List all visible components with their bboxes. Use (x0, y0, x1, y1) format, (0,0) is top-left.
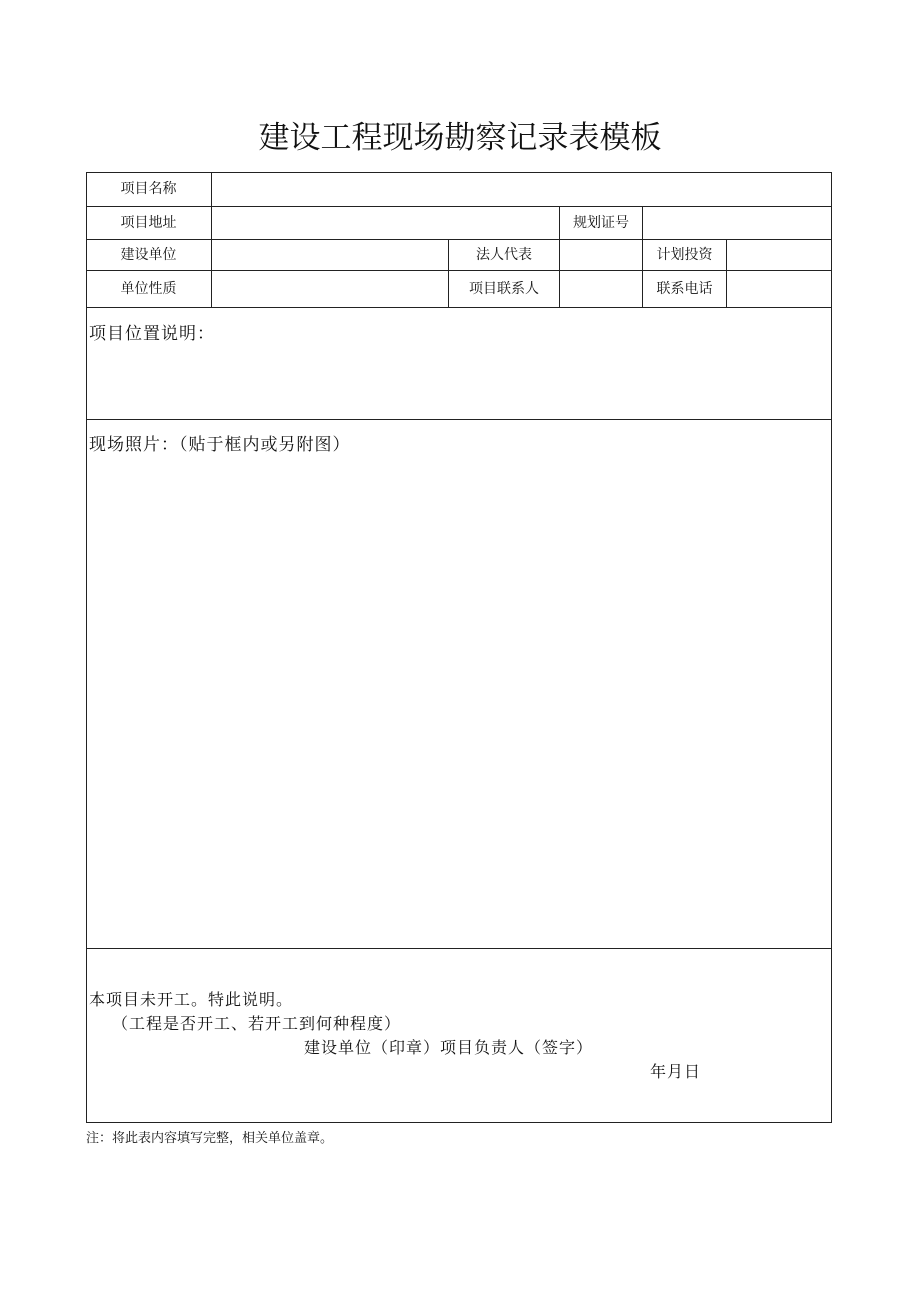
row-divider (86, 239, 832, 240)
contact-phone-label: 联系电话 (656, 281, 713, 297)
location-description-area[interactable] (87, 350, 831, 418)
row-divider (86, 206, 832, 207)
row-divider (86, 307, 832, 308)
legal-rep-field[interactable] (560, 248, 642, 264)
unit-nature-label: 单位性质 (120, 281, 177, 297)
legal-rep-label: 法人代表 (476, 247, 532, 263)
statement-hint: （工程是否开工、若开工到何种程度） (112, 1014, 402, 1033)
planned-investment-label: 计划投资 (656, 247, 713, 263)
project-address-field[interactable] (212, 216, 559, 232)
project-address-label: 项目地址 (120, 215, 177, 231)
project-contact-field[interactable] (560, 282, 642, 298)
unit-nature-field[interactable] (212, 282, 448, 298)
date-line: 年月日 (650, 1062, 702, 1081)
row-divider (86, 948, 832, 949)
row-divider (86, 419, 832, 420)
planning-permit-label: 规划证号 (573, 215, 629, 231)
signature-line: 建设单位（印章）项目负责人（签字） (304, 1038, 594, 1057)
contact-phone-field[interactable] (727, 282, 832, 298)
project-name-field[interactable] (212, 182, 832, 198)
project-name-label: 项目名称 (120, 181, 177, 197)
location-description-label: 项目位置说明： (89, 324, 215, 344)
construction-unit-field[interactable] (212, 248, 448, 264)
project-contact-label: 项目联系人 (469, 281, 539, 297)
site-photos-label: 现场照片：（贴于框内或另附图） (89, 435, 351, 455)
site-photos-area[interactable] (87, 465, 831, 947)
row-divider (86, 270, 832, 271)
construction-unit-label: 建设单位 (120, 247, 177, 263)
footnote: 注：将此表内容填写完整，相关单位盖章。 (86, 1131, 334, 1146)
statement-line: 本项目未开工。特此说明。 (89, 990, 294, 1009)
planning-permit-field[interactable] (643, 216, 832, 232)
page-title: 建设工程现场勘察记录表模板 (258, 120, 662, 156)
planned-investment-field[interactable] (727, 248, 832, 264)
